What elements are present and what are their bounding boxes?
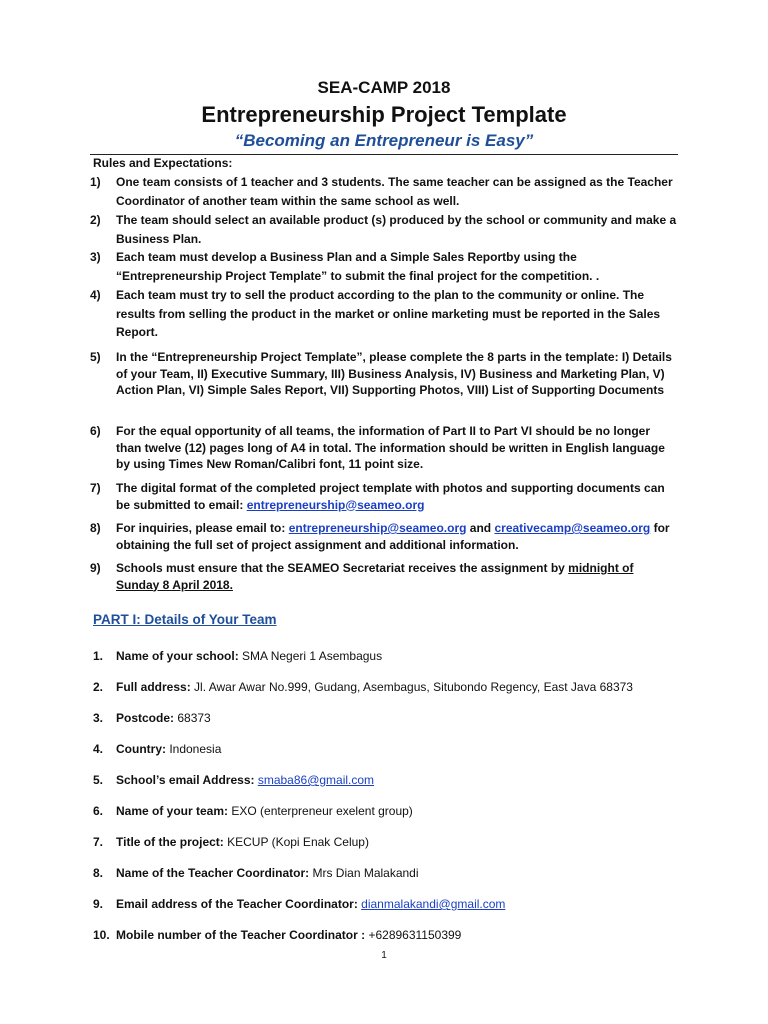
- rule-number: 2): [90, 213, 101, 227]
- detail-item: [93, 741, 693, 757]
- rule-text-part: The digital format of the completed project template with photos and supporting documents can be submitted to email:: [116, 481, 665, 512]
- rule-text: [116, 480, 678, 513]
- rule-number: 1): [90, 175, 101, 189]
- detail-item: [93, 679, 693, 695]
- detail-number: 5.: [93, 773, 104, 787]
- rule-text: [116, 423, 678, 473]
- detail-number: 10.: [93, 928, 110, 942]
- rule-number: 5): [90, 350, 101, 364]
- rule-number: 4): [90, 288, 101, 302]
- detail-label: Name of your team:: [116, 804, 232, 818]
- page-number: 1: [381, 950, 387, 961]
- team-name-value: EXO (enterpreneur exelent group): [231, 804, 413, 818]
- header-divider: [90, 154, 678, 155]
- rule-text: The team should select an available product (s) produced by the school or community and make a Business Plan.: [116, 213, 677, 246]
- detail-item: [93, 896, 693, 912]
- rule-number: 7): [90, 481, 101, 495]
- rule-text: [116, 520, 678, 553]
- detail-label: School’s email Address:: [116, 773, 258, 787]
- inquiry-email-link-1[interactable]: entrepreneurship@seameo.org: [288, 521, 467, 535]
- detail-item: [93, 803, 693, 819]
- rule-item: [90, 173, 678, 210]
- detail-label: Name of your school:: [116, 649, 243, 663]
- country-value: Indonesia: [169, 742, 222, 756]
- postcode-value: 68373: [177, 711, 211, 725]
- rule-text: [116, 560, 678, 593]
- detail-item: [93, 834, 693, 850]
- detail-number: 6.: [93, 804, 104, 818]
- rule-text-part: Each team must develop a Business Plan and a Simple Sales Reportby using the: [116, 250, 577, 264]
- submission-email-link[interactable]: entrepreneurship@seameo.org: [246, 497, 425, 512]
- detail-number: 9.: [93, 897, 104, 911]
- rule-item: [90, 211, 678, 248]
- rule-item: [90, 286, 678, 342]
- inquiry-email-link-2[interactable]: creativecamp@seameo.org: [494, 521, 651, 535]
- tagline: “Becoming an Entrepreneur is Easy”: [234, 131, 534, 150]
- rule-text-part: and: [466, 521, 495, 535]
- rule-number: 3): [90, 250, 101, 264]
- rule-text-part: For the equal opportunity of all teams, the information of Part II to Part VI should be no longer than twelve (12) pages long of A4 in total. The information should be written in English language by using Times New Roman/Calibri font, 11 point size.: [116, 424, 665, 471]
- detail-item: [93, 710, 693, 726]
- camp-title: SEA-CAMP 2018: [317, 78, 451, 97]
- rule-item: [90, 349, 678, 399]
- detail-label: Name of the Teacher Coordinator:: [116, 866, 313, 880]
- detail-text: [116, 741, 693, 757]
- rule-number: 6): [90, 424, 101, 438]
- detail-item: [93, 772, 693, 788]
- teacher-mobile-value: +6289631150399: [368, 928, 462, 942]
- detail-number: 3.: [93, 711, 104, 725]
- detail-text: [116, 679, 693, 695]
- detail-label: Title of the project:: [116, 835, 228, 849]
- project-title-value: KECUP (Kopi Enak Celup): [227, 835, 369, 849]
- detail-text: [116, 803, 693, 819]
- school-email-link[interactable]: smaba86@gmail.com: [257, 773, 375, 787]
- rule-text-part: For inquiries, please email to:: [116, 521, 289, 535]
- detail-text: [116, 865, 693, 881]
- rule-text-part: for obtaining the full set of project assignment and additional information.: [116, 521, 670, 552]
- rule-item: [90, 248, 678, 285]
- detail-text: [116, 927, 693, 943]
- detail-number: 4.: [93, 742, 104, 756]
- part1-heading: PART I: Details of Your Team: [93, 612, 277, 627]
- rule-item: [90, 480, 678, 513]
- detail-text: [116, 648, 693, 664]
- rule-text-part: Schools must ensure that the SEAMEO Secretariat receives the assignment by: [116, 561, 569, 575]
- rule-text: One team consists of 1 teacher and 3 students. The same teacher can be assigned as the Teacher Coordinator of another team within the same school as well.: [116, 175, 673, 208]
- rule-item: [90, 423, 678, 473]
- detail-text: [116, 896, 693, 912]
- rule-item: [90, 560, 678, 593]
- document-title: Entrepreneurship Project Template: [201, 102, 567, 127]
- deadline-text: midnight of Sunday 8 April 2018.: [116, 561, 634, 592]
- school-name-value: SMA Negeri 1 Asembagus: [242, 649, 383, 663]
- detail-item: [93, 865, 693, 881]
- detail-label: Postcode:: [116, 711, 178, 725]
- rule-item: [90, 520, 678, 553]
- rule-number: 9): [90, 561, 101, 575]
- detail-item: [93, 648, 693, 664]
- detail-label: Country:: [116, 742, 170, 756]
- teacher-name-value: Mrs Dian Malakandi: [312, 866, 419, 880]
- rule-text-part: “Entrepreneurship Project Template” to submit the final project for the competition. .: [116, 268, 600, 283]
- detail-number: 8.: [93, 866, 104, 880]
- rule-text: [116, 248, 678, 285]
- rule-text: Each team must try to sell the product according to the plan to the community or online. The results from selling the product in the market or online marketing must be reported in the Sales Report.: [116, 288, 661, 339]
- detail-label: Email address of the Teacher Coordinator:: [116, 897, 362, 911]
- rule-number: 8): [90, 521, 101, 535]
- detail-label: Mobile number of the Teacher Coordinator :: [116, 928, 369, 942]
- detail-text: [116, 710, 693, 726]
- teacher-email-link[interactable]: dianmalakandi@gmail.com: [361, 897, 506, 911]
- address-value: Jl. Awar Awar No.999, Gudang, Asembagus, Situbondo Regency, East Java 68373: [194, 680, 633, 694]
- detail-number: 1.: [93, 649, 104, 663]
- rule-text: In the “Entrepreneurship Project Template”, please complete the 8 parts in the template: I) Details of your Team, II) Executive Summary, III) Business Analysis, IV) Business and Marketing Plan, V) Action Plan, VI) Simple Sales Report, VII) Supporting Photos, VIII) List of Supporting Documents: [116, 350, 672, 397]
- detail-text: [116, 834, 693, 850]
- detail-number: 7.: [93, 835, 104, 849]
- detail-label: Full address:: [116, 680, 195, 694]
- rules-heading: Rules and Expectations:: [93, 156, 233, 170]
- detail-number: 2.: [93, 680, 104, 694]
- detail-item: [93, 927, 693, 943]
- detail-text: [116, 772, 693, 788]
